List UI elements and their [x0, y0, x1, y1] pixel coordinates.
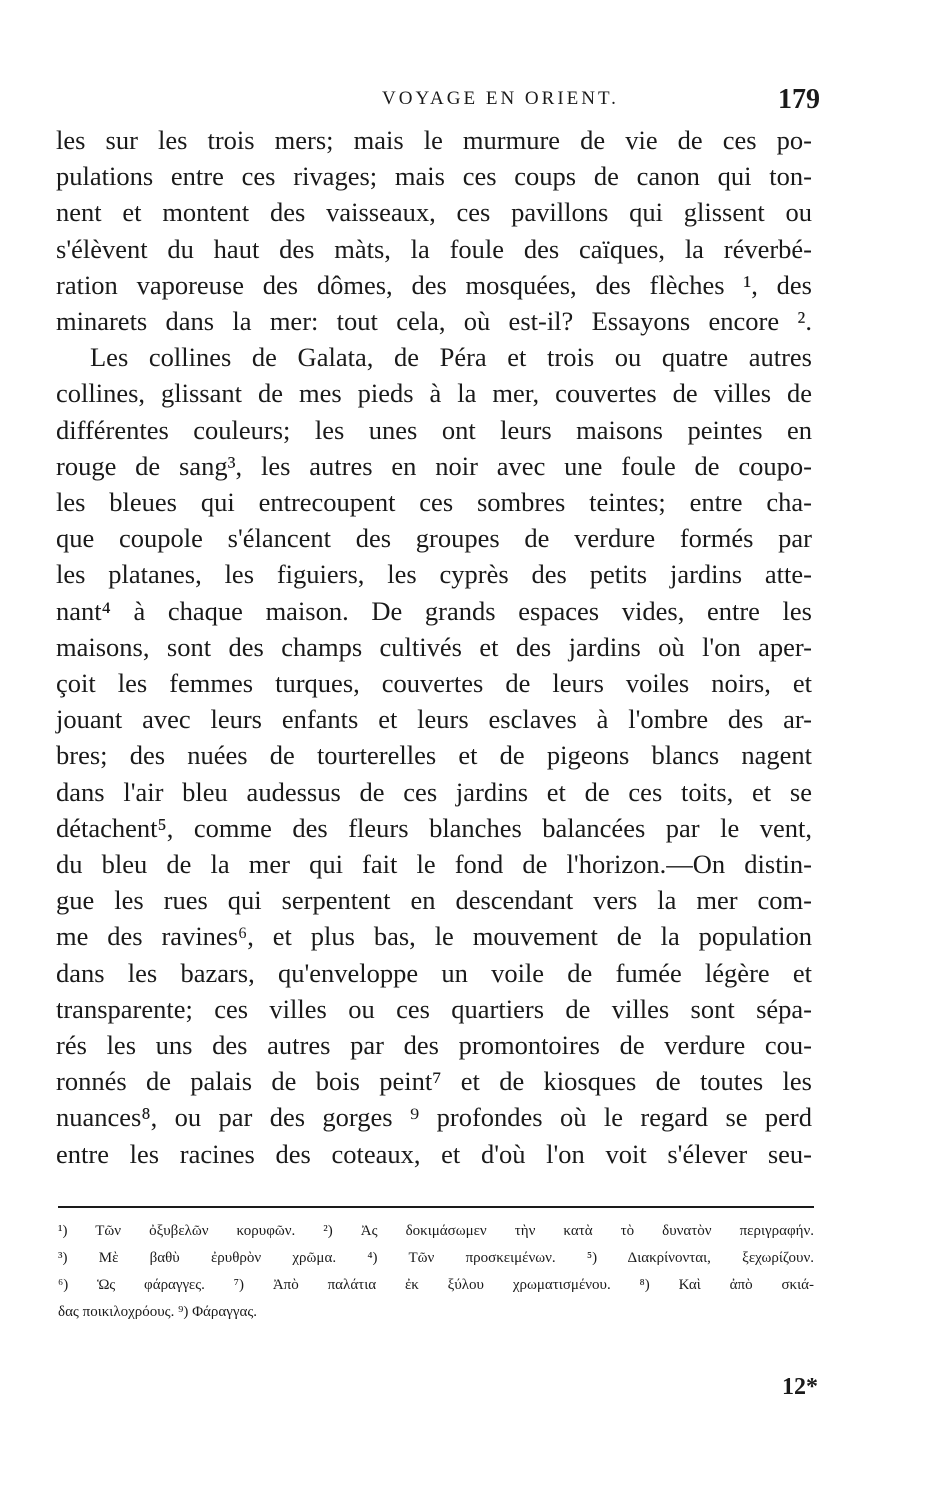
- text-line: que coupole s'élancent des groupes de verdure formés par: [56, 523, 812, 554]
- text-line: çoit les femmes turques, couvertes de leurs voiles noirs, et: [56, 668, 812, 699]
- text-line: dans l'air bleu audessus de ces jardins et de ces toits, et se: [56, 776, 812, 807]
- page-header: [60, 84, 820, 118]
- text-line: nuances⁸, ou par des gorges ⁹ profondes où le regard se perd: [56, 1102, 812, 1133]
- text-line: minarets dans la mer: tout cela, où est-il? Essayons encore ².: [56, 306, 812, 337]
- text-line: les bleues qui entrecoupent ces sombres teintes; entre cha-: [56, 487, 812, 518]
- text-line: différentes couleurs; les unes ont leurs maisons peintes en: [56, 414, 812, 445]
- footnote-line: ³) Μὲ βαθὺ ἐρυθρὸν χρῶμα. ⁴) Τῶν προσκειμένων. ⁵) Διακρίνονται, ξεχωρίζουν.: [58, 1250, 814, 1266]
- text-line: nant⁴ à chaque maison. De grands espaces vides, entre les: [56, 595, 812, 626]
- text-line: me des ravines⁶, et plus bas, le mouvement de la population: [56, 921, 812, 952]
- footnote-line: ⁶) Ὡς φάραγγες. ⁷) Ἀπὸ παλάτια ἐκ ξύλου χρωματισμένου. ⁸) Καὶ ἀπὸ σκιά-: [58, 1277, 814, 1293]
- text-line: jouant avec leurs enfants et leurs esclaves à l'ombre des ar-: [56, 704, 812, 735]
- text-line: maisons, sont des champs cultivés et des jardins où l'on aper-: [56, 631, 812, 662]
- text-line: s'élèvent du haut des màts, la foule des caïques, la réverbé-: [56, 233, 812, 264]
- footnote-line: δας ποικιλοχρόους. ⁹) Φάραγγας.: [58, 1304, 258, 1320]
- text-line: bres; des nuées de tourterelles et de pigeons blancs nagent: [56, 740, 812, 771]
- text-line: rouge de sang³, les autres en noir avec une foule de coupo-: [56, 450, 812, 481]
- text-line: collines, glissant de mes pieds à la mer, couvertes de villes de: [56, 378, 812, 409]
- text-line: les platanes, les figuiers, les cyprès des petits jardins atte-: [56, 559, 812, 590]
- text-line: transparente; ces villes ou ces quartiers de villes sont sépa-: [56, 993, 812, 1024]
- text-line: ronnés de palais de bois peint⁷ et de kiosques de toutes les: [56, 1066, 812, 1097]
- text-line: nent et montent des vaisseaux, ces pavillons qui glissent ou: [56, 197, 812, 228]
- text-line: rés les uns des autres par des promontoires de verdure cou-: [56, 1030, 812, 1061]
- text-line: les sur les trois mers; mais le murmure de vie de ces po-: [56, 125, 812, 155]
- text-line: dans les bazars, qu'enveloppe un voile de fumée légère et: [56, 957, 812, 988]
- footnotes: [58, 1218, 814, 1326]
- signature-mark: 12*: [782, 1374, 818, 1400]
- text-line: du bleu de la mer qui fait le fond de l'horizon.—On distin-: [56, 849, 812, 880]
- running-title: VOYAGE EN ORIENT.: [382, 88, 619, 109]
- paragraph-start-line: Les collines de Galata, de Péra et trois ou quatre autres: [90, 342, 812, 373]
- text-line: gue les rues qui serpentent en descendant vers la mer com-: [56, 885, 812, 916]
- main-text: [56, 122, 812, 1172]
- footnote-line: ¹) Τῶν ὀξυβελῶν κορυφῶν. ²) Ἀς δοκιμάσωμεν τὴν κατὰ τὸ δυνατὸν περιγραφήν.: [58, 1223, 814, 1239]
- text-line: détachent⁵, comme des fleurs blanches balancées par le vent,: [56, 812, 812, 843]
- footnote-separator: [58, 1206, 814, 1208]
- text-line: pulations entre ces rivages; mais ces coups de canon qui ton-: [56, 161, 812, 192]
- text-line: ration vaporeuse des dômes, des mosquées, des flèches ¹, des: [56, 269, 812, 300]
- text-line: entre les racines des coteaux, et d'où l'on voit s'élever seu-: [56, 1138, 812, 1169]
- page-number: 179: [778, 84, 820, 115]
